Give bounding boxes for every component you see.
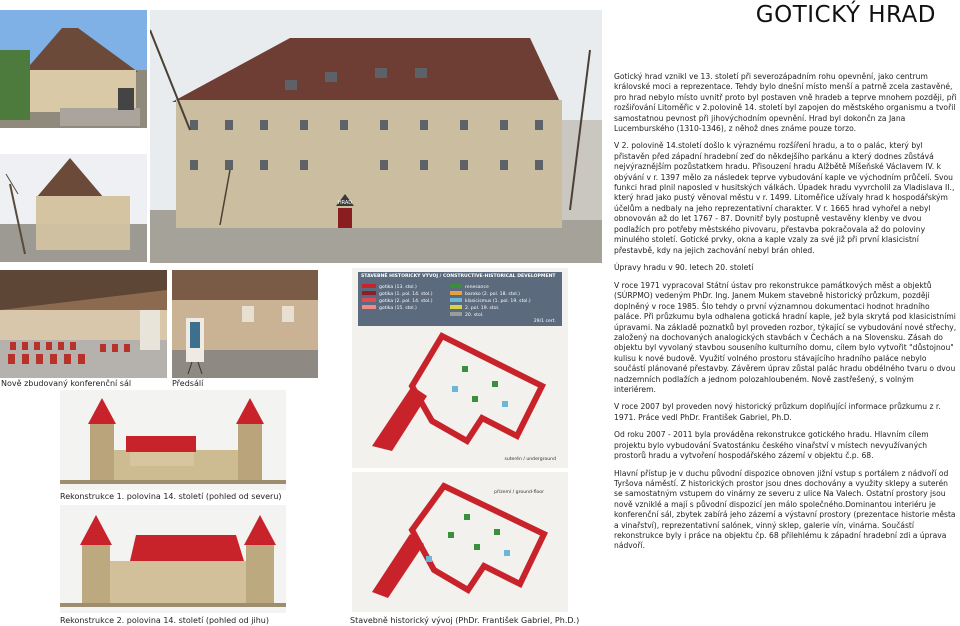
caption-foyer: Předsálí xyxy=(172,379,204,388)
reconstruction-2-image xyxy=(60,505,286,613)
plan-ground-label: přízemí / ground-floor xyxy=(494,490,544,495)
caption-recon2: Rekonstrukce 2. polovina 14. století (pohled od jihu) xyxy=(60,616,269,625)
paragraph-reconstruction: Od roku 2007 - 2011 byla prováděna rekonstrukce gotického hradu. Hlavním cílem projektu bylo vybudování Svatostánku českého vinařství v místech nevyužívaných prostorů hradu a vytvoření hospodářského zázemí v objektu č.p. 68. xyxy=(614,430,929,461)
paragraph-origin: Gotický hrad vznikl ve 13. století při severozápadním rohu opevnění, jako centrum královské moci a reprezentace. Tehdy bylo dnešní místo menší a patrně zcela zastavěné, pro hrad nebylo místo uvnitř proto byl postaven vně hradeb a teprve mnohem později, při rozšiřování Litoměřic v 2.polovině 14. století byl zapojen do městského organismu a tvořil samostatnou pevnost při jihovýchodním opevnění. Hrad byl dokončn za Jana Lucemburského (1310-1346), z něhož dnes známe pouze torzo. xyxy=(614,72,957,134)
text-block-2 xyxy=(614,281,958,559)
legend-heading: STAVEBNĚ HISTORICKÝ VÝVOJ / CONSTRUCTIVE-HISTORICAL DEVELOPMENT xyxy=(361,274,556,279)
conference-hall-photo xyxy=(0,270,167,378)
floor-plan-underground xyxy=(352,268,568,468)
castle-photo-small-2 xyxy=(0,154,147,262)
legend-item: gotika (1. pol. 14. stol.) xyxy=(362,291,433,298)
legend-item: baroko (2. pol. 18. stol.) xyxy=(450,291,531,298)
building-sign: HRAD xyxy=(337,200,353,206)
caption-hall: Nově zbudovaný konferenční sál xyxy=(1,379,132,388)
paragraph-2007: V roce 2007 byl proveden nový historický průzkum doplňující informace průzkumu z r. 1971. Práce vedl PhDr. František Gabriel, Ph.D. xyxy=(614,402,941,422)
text-block-1 xyxy=(614,72,958,280)
foyer-photo xyxy=(172,270,318,378)
reconstruction-1-image xyxy=(60,390,286,490)
legend-item: klasicismus (1. pol. 19. stol.) xyxy=(450,298,531,305)
legend-item: gotika (13. stol.) xyxy=(362,284,433,291)
caption-recon1: Rekonstrukce 1. polovina 14. století (pohled od severu) xyxy=(60,492,282,501)
paragraph-history: V 2. polovině 14.století došlo k výraznému rozšíření hradu, a to o palác, který byl přistavěn před západní hradební zeď do někdejšího parkánu a který dodnes zůstává nejvýraznějším pozůstatkem hradu. Přisouzení hradu Alžbětě Míšeňské Václavem IV. k obývání v r. 1397 mělo za následek teprve vybudování kaple ve východním průčelí. Svou funkci hrad plnil naposled v husitských válkách. Úpadek hradu vyvrcholil za Vladislava II., který hrad jako pustý věnoval městu v r. 1499. Litoměřice užívaly hrad k hospodářským účelům a nedbaly na jeho reprezentativní charakter. V r. 1665 hrad vyhořel a nebyl obnovován až do let 1767 - 87. Dovnitř byly postupně vestavěny klenby ve dvou podlažích pro potřeby městského pivovaru, přestavba pokračovala až do poloviny minulého století. Gotické prvky, okna a kaple vzaly za své již při první klasicistní přestavbě, kdy na jejich zachování nebyl brán ohled. xyxy=(614,141,955,255)
castle-main-photo xyxy=(150,10,602,263)
paragraph-1971: V roce 1971 vypracoval Státní ústav pro rekonstrukce památkových měst a objektů (SÚRPMO) vedeným PhDr. Ing. Janem Mukem stavebně historický průzkum, později doplněný v roce 1985. Šlo tehdy o první významnou dokumentaci hodnot hradního paláce. Při průzkumu byla odhalena gotická hradní kaple, jež byla skrytá pod klasicistními úpravami. Na základě poznatků byl proveden rozbor, týkající se vybudování nové střechy, založený na dochovaných analogických stavbách v Čechách a na Slovensku. Zásah do objektu byl vyvolaný stavbou souseního kulturního domu, cílem bylo vytvořit "důstojnou" kulisu k nové budově. Využití volného prostoru stávajícího hradního paláce nebylo součástí plánované přestavby. Závěrem úprav zůstal palác hradu obdélného tvaru o dvou nadzemních podlažích a jednom polozahloubeném. Nově zastřešený, s volným interiérem. xyxy=(614,281,957,395)
legend-item: 20. stol. xyxy=(450,312,531,319)
paragraph-heading-90s: Úpravy hradu v 90. letech 20. století xyxy=(614,262,754,272)
legend-item: renesance xyxy=(450,284,531,291)
plan-underground-label: suterén / underground xyxy=(504,457,556,462)
legend-extra: 29/1 cert. xyxy=(533,319,556,324)
paragraph-access: Hlavní přístup je v duchu původní dispozice obnoven jižní vstup s portálem z nádvoří od Tyršova náměstí. Z historických prostor jsou dnes dochovány a využity sklepy a suterén se samostatným vstupem do vinárny ze severu z ulice Na Valech. Ostatní prostory jsou nově vzniklé a mají s původní dispozicí jen málo společného.Dominantou interiéru je konferenční sál, zbytek zabírá jeho zázemí a výstavní prostory (prezentace historie města a vinařství), reprezentativní salónek, vinný sklep, galerie vín, vinárna. Součástí rekonstrukce byly i práce na objektu čp. 68 přilehlému k západní hradební zdi a úprava nádvoří. xyxy=(614,468,956,551)
page-title: GOTICKÝ HRAD xyxy=(755,2,936,28)
legend-item: gotika (2. pol. 14. stol.) xyxy=(362,298,433,305)
castle-photo-small-1 xyxy=(0,10,147,128)
legend-item: 2. pol. 19. stol. xyxy=(450,305,531,312)
legend-item: gotika (15. stol.) xyxy=(362,305,433,312)
floor-plan-ground xyxy=(352,472,568,612)
caption-plans: Stavebně historický vývoj (PhDr. František Gabriel, Ph.D.) xyxy=(350,616,580,625)
plan-legend xyxy=(358,272,562,326)
